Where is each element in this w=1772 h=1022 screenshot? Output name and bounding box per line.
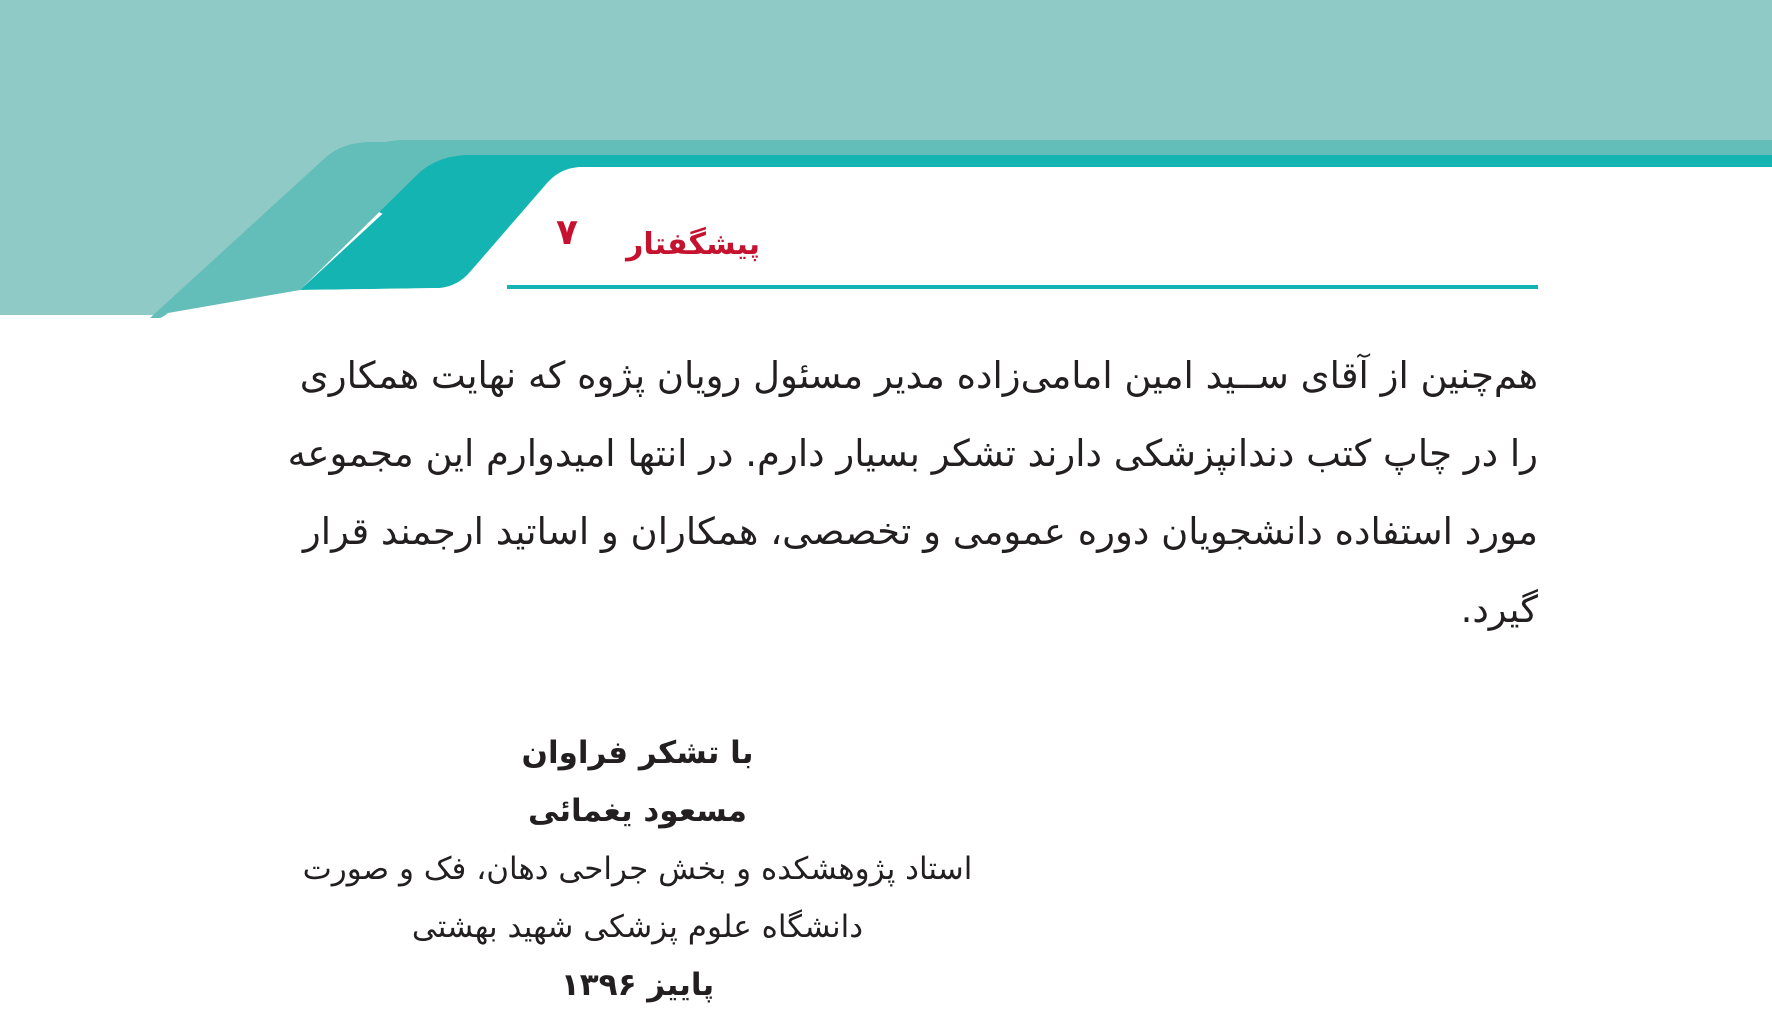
signature-name: مسعود یغمائی	[528, 793, 747, 829]
body-line: گیرد.	[1460, 588, 1538, 631]
signature-thanks: با تشکر فراوان	[521, 735, 754, 771]
signature-position: استاد پژوهشکده و بخش جراحی دهان، فک و صورت	[302, 851, 973, 887]
body-paragraph	[287, 337, 1538, 649]
page-number: ۷	[556, 212, 578, 253]
body-line: مورد استفاده دانشجویان دوره عمومی و تخصصی، همکاران و اساتید ارجمند قرار	[302, 510, 1538, 553]
signature-block	[290, 724, 985, 1014]
signature-date: پاییز ۱۳۹۶	[560, 967, 715, 1003]
body-line: را در چاپ کتب دندانپزشکی دارند تشکر بسیار دارم. در انتها امیدوارم این مجموعه	[287, 432, 1538, 475]
signature-university: دانشگاه علوم پزشکی شهید بهشتی	[411, 909, 864, 945]
chapter-title: پیشگفتار	[626, 227, 760, 262]
header-decoration	[0, 0, 1772, 330]
body-line: هم‌چنین از آقای ســید امین امامی‌زاده مدیر مسئول رویان پژوه که نهایت همکاری	[299, 354, 1538, 397]
